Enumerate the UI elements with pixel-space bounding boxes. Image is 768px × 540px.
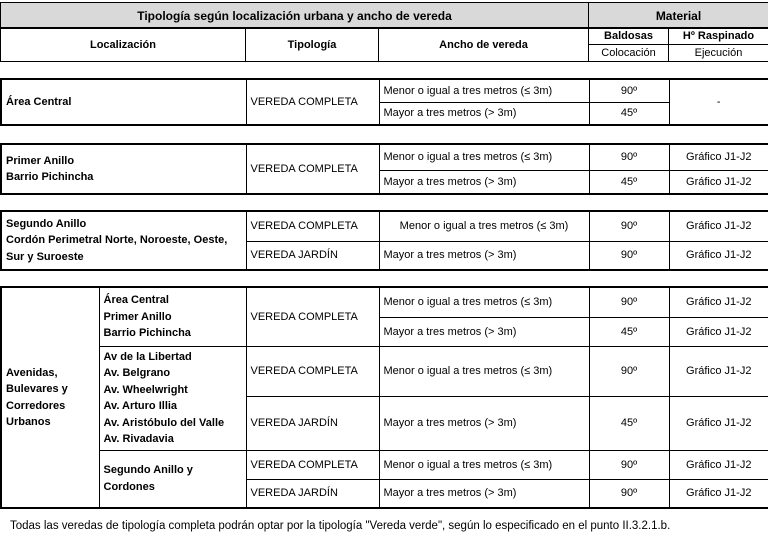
s2-loc-line: Barrio Pichincha	[6, 171, 94, 183]
s4-g2-line: Av. Wheelwright	[103, 383, 188, 396]
s4-g1-tipologia: VEREDA COMPLETA	[246, 287, 379, 346]
s3-r1-ancho: Menor o igual a tres metros (≤ 3m)	[379, 211, 589, 241]
s4-g1-line: Primer Anillo	[103, 310, 172, 323]
s4-g2-r1-ancho: Menor o igual a tres metros (≤ 3m)	[379, 346, 589, 396]
s4-g2-r2-tipologia: VEREDA JARDÍN	[246, 396, 379, 450]
header-material: Material	[589, 3, 768, 29]
s4-g3-r1-ancho: Menor o igual a tres metros (≤ 3m)	[379, 450, 589, 479]
s4-g2-localizacion	[99, 346, 246, 450]
s2-r1-raspinado: Gráfico J1-J2	[669, 144, 768, 170]
s4-categoria	[1, 287, 99, 508]
s3-r1-tipologia: VEREDA COMPLETA	[246, 211, 379, 241]
s4-g1-line: Barrio Pichincha	[103, 327, 191, 339]
s4-g1-r1-raspinado: Gráfico J1-J2	[669, 287, 768, 317]
s4-g2-r2-ancho: Mayor a tres metros (> 3m)	[379, 396, 589, 450]
s2-loc-line: Primer Anillo	[6, 154, 75, 167]
col-raspinado: Hº Raspinado	[669, 28, 768, 45]
s3-loc-line: Segundo Anillo	[6, 217, 87, 230]
s1-localizacion: Área Central	[1, 79, 246, 125]
s4-cat-line: Urbanos	[6, 416, 51, 428]
s3-r2-tipologia: VEREDA JARDÍN	[246, 241, 379, 270]
col-ancho: Ancho de vereda	[379, 28, 589, 62]
section-segundo-anillo	[0, 210, 768, 271]
header-table	[0, 2, 768, 29]
s4-g2-line: Av. Rivadavia	[103, 433, 174, 445]
s4-g3-r2-raspinado: Gráfico J1-J2	[669, 479, 768, 508]
s3-loc-line: Sur y Suroeste	[6, 250, 84, 263]
s1-tipologia: VEREDA COMPLETA	[246, 79, 379, 125]
s4-g3-r1-baldosas: 90º	[589, 450, 669, 479]
s1-r2-ancho: Mayor a tres metros (> 3m)	[379, 102, 589, 125]
s2-r2-raspinado: Gráfico J1-J2	[669, 170, 768, 194]
s2-tipologia: VEREDA COMPLETA	[246, 144, 379, 194]
s4-g2-r1-tipologia: VEREDA COMPLETA	[246, 346, 379, 396]
s4-cat-line: Bulevares y	[6, 383, 68, 395]
s4-g2-line: Av. Aristóbulo del Valle	[103, 416, 225, 429]
s2-localizacion	[1, 144, 246, 194]
col-tipologia: Tipología	[246, 28, 379, 62]
s4-g2-line: Av. Belgrano	[103, 367, 171, 379]
s4-g1-localizacion	[99, 287, 246, 346]
s2-r2-ancho: Mayor a tres metros (> 3m)	[379, 170, 589, 194]
s4-cat-line: Avenidas,	[6, 366, 58, 379]
s3-r2-baldosas: 90º	[589, 241, 669, 270]
s2-r2-baldosas: 45º	[589, 170, 669, 194]
s3-localizacion	[1, 211, 246, 270]
s4-g1-r1-ancho: Menor o igual a tres metros (≤ 3m)	[379, 287, 589, 317]
s1-r1-ancho: Menor o igual a tres metros (≤ 3m)	[379, 79, 589, 102]
s4-g3-r2-ancho: Mayor a tres metros (> 3m)	[379, 479, 589, 508]
s4-g1-r2-raspinado: Gráfico J1-J2	[669, 317, 768, 346]
s4-g1-r2-baldosas: 45º	[589, 317, 669, 346]
sub-colocacion: Colocación	[589, 45, 669, 62]
s1-r1-baldosas: 90º	[589, 79, 669, 102]
header-columns	[0, 27, 768, 62]
s4-g1-r1-baldosas: 90º	[589, 287, 669, 317]
s4-g1-line: Área Central	[103, 294, 169, 306]
section-avenidas	[0, 286, 768, 509]
s4-g1-r2-ancho: Mayor a tres metros (> 3m)	[379, 317, 589, 346]
s4-g3-localizacion	[99, 450, 246, 508]
s4-g2-r1-baldosas: 90º	[589, 346, 669, 396]
s4-cat-line: Corredores	[6, 399, 66, 412]
s4-g2-r1-raspinado: Gráfico J1-J2	[669, 346, 768, 396]
s4-g3-r1-tipologia: VEREDA COMPLETA	[246, 450, 379, 479]
s1-raspinado: -	[669, 79, 768, 125]
s4-g2-line: Av. Arturo Illia	[103, 400, 178, 412]
s1-r2-baldosas: 45º	[589, 102, 669, 125]
s4-g2-r2-baldosas: 45º	[589, 396, 669, 450]
s2-r1-baldosas: 90º	[589, 144, 669, 170]
s3-r2-ancho: Mayor a tres metros (> 3m)	[379, 241, 589, 270]
section-primer-anillo	[0, 143, 768, 195]
s3-r1-baldosas: 90º	[589, 211, 669, 241]
s3-r1-raspinado: Gráfico J1-J2	[669, 211, 768, 241]
s4-g3-line: Segundo Anillo y	[103, 464, 193, 477]
s4-g2-r2-raspinado: Gráfico J1-J2	[669, 396, 768, 450]
s3-r2-raspinado: Gráfico J1-J2	[669, 241, 768, 270]
s4-g3-r2-baldosas: 90º	[589, 479, 669, 508]
s2-r1-ancho: Menor o igual a tres metros (≤ 3m)	[379, 144, 589, 170]
s3-loc-line: Cordón Perimetral Norte, Noroeste, Oeste,	[6, 234, 228, 247]
footer-note: Todas las veredas de tipología completa podrán optar por la tipología "Vereda verde", según lo especificado en el punto II.3.2.1.b.	[10, 520, 671, 532]
sub-ejecucion: Ejecución	[669, 45, 768, 62]
section-area-central	[0, 78, 768, 126]
col-baldosas: Baldosas	[589, 28, 669, 45]
s4-g3-r1-raspinado: Gráfico J1-J2	[669, 450, 768, 479]
s4-g3-line: Cordones	[103, 480, 155, 493]
col-localizacion: Localización	[1, 28, 246, 62]
s4-g2-line: Av de la Libertad	[103, 350, 192, 363]
header-title: Tipología según localización urbana y ancho de vereda	[1, 3, 589, 29]
s4-g3-r2-tipologia: VEREDA JARDÍN	[246, 479, 379, 508]
